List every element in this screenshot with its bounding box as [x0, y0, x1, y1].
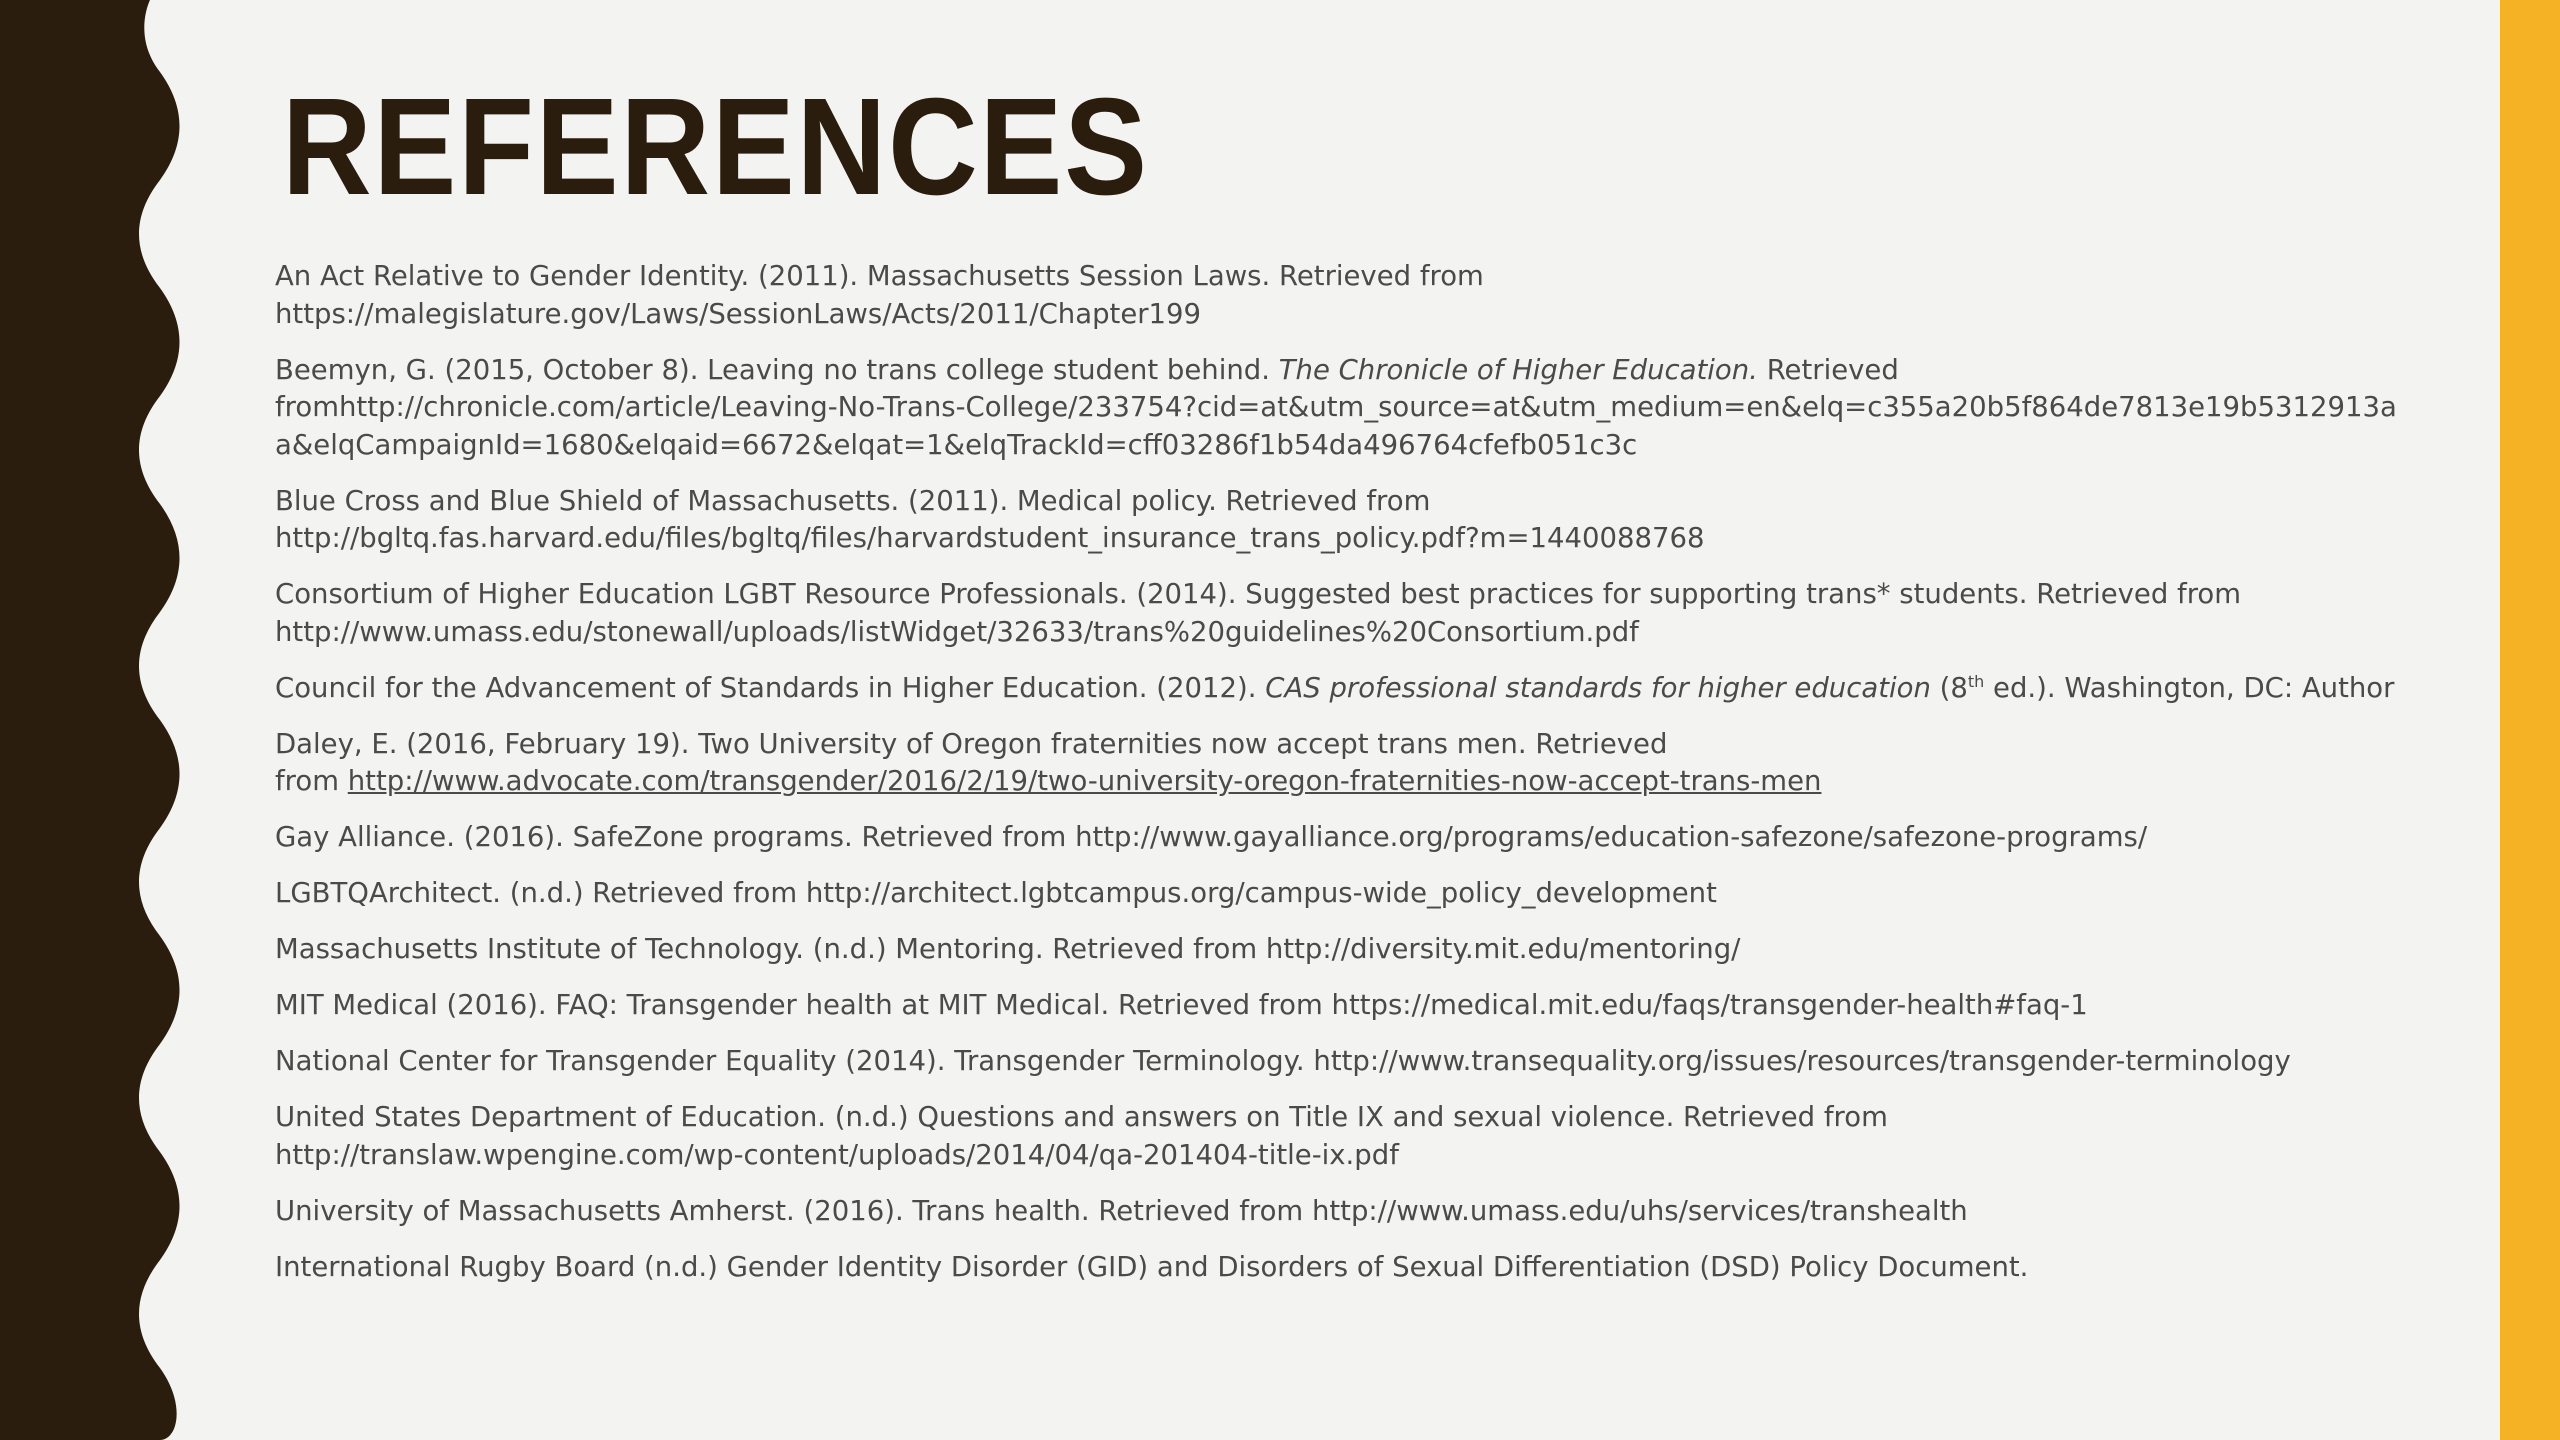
reference-text: Council for the Advancement of Standards in Higher Education. (2012). — [275, 671, 1257, 704]
reference-link[interactable]: http://www.advocate.com/transgender/2016/2/19/two-university-oregon-fraternities-now-accept-trans-men — [347, 765, 1822, 797]
reference-list — [275, 258, 2405, 1305]
reference-item — [275, 1099, 2405, 1174]
reference-italic-title: The Chronicle of Higher Education. — [1278, 353, 1758, 386]
reference-text: National Center for Transgender Equality (2014). Transgender Terminology. http://www.transequality.org/issues/resources/transgender-terminology — [275, 1045, 2291, 1077]
reference-item — [275, 670, 2405, 708]
wavy-left-band — [0, 0, 200, 1440]
reference-url[interactable]: http://www.umass.edu/stonewall/uploads/listWidget/32633/trans%20guidelines%20Consortium.pdf — [275, 615, 1639, 648]
reference-italic-title: CAS professional standards for higher education — [1265, 671, 1931, 704]
reference-item — [275, 726, 2405, 801]
reference-edition: (8 — [1939, 671, 1968, 704]
reference-text: LGBTQArchitect. (n.d.) Retrieved from http://architect.lgbtcampus.org/campus-wide_policy_development — [275, 877, 1717, 909]
reference-text: United States Department of Education. (n.d.) Questions and answers on Title IX and sexual violence. Retrieved from — [275, 1101, 1888, 1133]
reference-url[interactable]: http://bgltq.fas.harvard.edu/files/bgltq/files/harvardstudent_insurance_trans_policy.pdf?m=1440088768 — [275, 522, 1705, 554]
reference-item — [275, 931, 2405, 969]
reference-text: Blue Cross and Blue Shield of Massachusetts. (2011). Medical policy. Retrieved from — [275, 484, 1431, 517]
reference-item — [275, 875, 2405, 913]
reference-text: An Act Relative to Gender Identity. (2011). Massachusetts Session Laws. Retrieved from — [275, 260, 1484, 292]
reference-text: MIT Medical (2016). FAQ: Transgender health at MIT Medical. Retrieved from https://medical.mit.edu/faqs/transgender-health#faq-1 — [275, 989, 2088, 1021]
reference-item — [275, 1043, 2405, 1081]
reference-item — [275, 1193, 2405, 1231]
reference-text: ed.). Washington, DC: Author — [1993, 671, 2395, 704]
reference-item — [275, 576, 2405, 651]
reference-text: from — [275, 765, 339, 797]
reference-text: International Rugby Board (n.d.) Gender Identity Disorder (GID) and Disorders of Sexual Differentiation (DSD) Policy Document. — [275, 1250, 2029, 1283]
accent-bar — [2500, 0, 2560, 1440]
reference-text: Beemyn, G. (2015, October 8). Leaving no trans college student behind. — [275, 353, 1270, 386]
reference-text: Massachusetts Institute of Technology. (n.d.) Mentoring. Retrieved from http://diversity.mit.edu/mentoring/ — [275, 933, 1741, 965]
reference-item — [275, 483, 2405, 558]
reference-text: University of Massachusetts Amherst. (2016). Trans health. Retrieved from http://www.umass.edu/uhs/services/transhealth — [275, 1194, 1968, 1227]
reference-item — [275, 987, 2405, 1025]
reference-item — [275, 352, 2405, 465]
reference-item — [275, 819, 2405, 857]
reference-text: Daley, E. (2016, February 19). Two University of Oregon fraternities now accept trans men. Retrieved — [275, 727, 1668, 760]
page-title: REFERENCES — [282, 70, 1149, 224]
reference-item — [275, 258, 2405, 333]
reference-url[interactable]: https://malegislature.gov/Laws/SessionLaws/Acts/2011/Chapter199 — [275, 297, 1202, 330]
reference-text: Consortium of Higher Education LGBT Resource Professionals. (2014). Suggested best practices for supporting trans* students. Retrieved from — [275, 578, 2242, 610]
reference-text: Gay Alliance. (2016). SafeZone programs. Retrieved from http://www.gayalliance.org/programs/education-safezone/safezone-programs/ — [275, 821, 2148, 853]
reference-edition-superscript: th — [1967, 671, 1985, 691]
reference-url[interactable]: http://translaw.wpengine.com/wp-content/uploads/2014/04/qa-201404-title-ix.pdf — [275, 1138, 1399, 1171]
reference-text: Retrieved — [1766, 353, 1899, 386]
reference-item — [275, 1249, 2405, 1287]
reference-url[interactable]: fromhttp://chronicle.com/article/Leaving-No-Trans-College/233754?cid=at&utm_source=at&utm_medium=en&elq=c355a20b5f864de7813e19b5312913aa&elqCampaignId=1680&elqaid=6672&elqat=1&elqTrackId=cff03286f1b54da496764cfefb051c3c — [275, 391, 2397, 461]
